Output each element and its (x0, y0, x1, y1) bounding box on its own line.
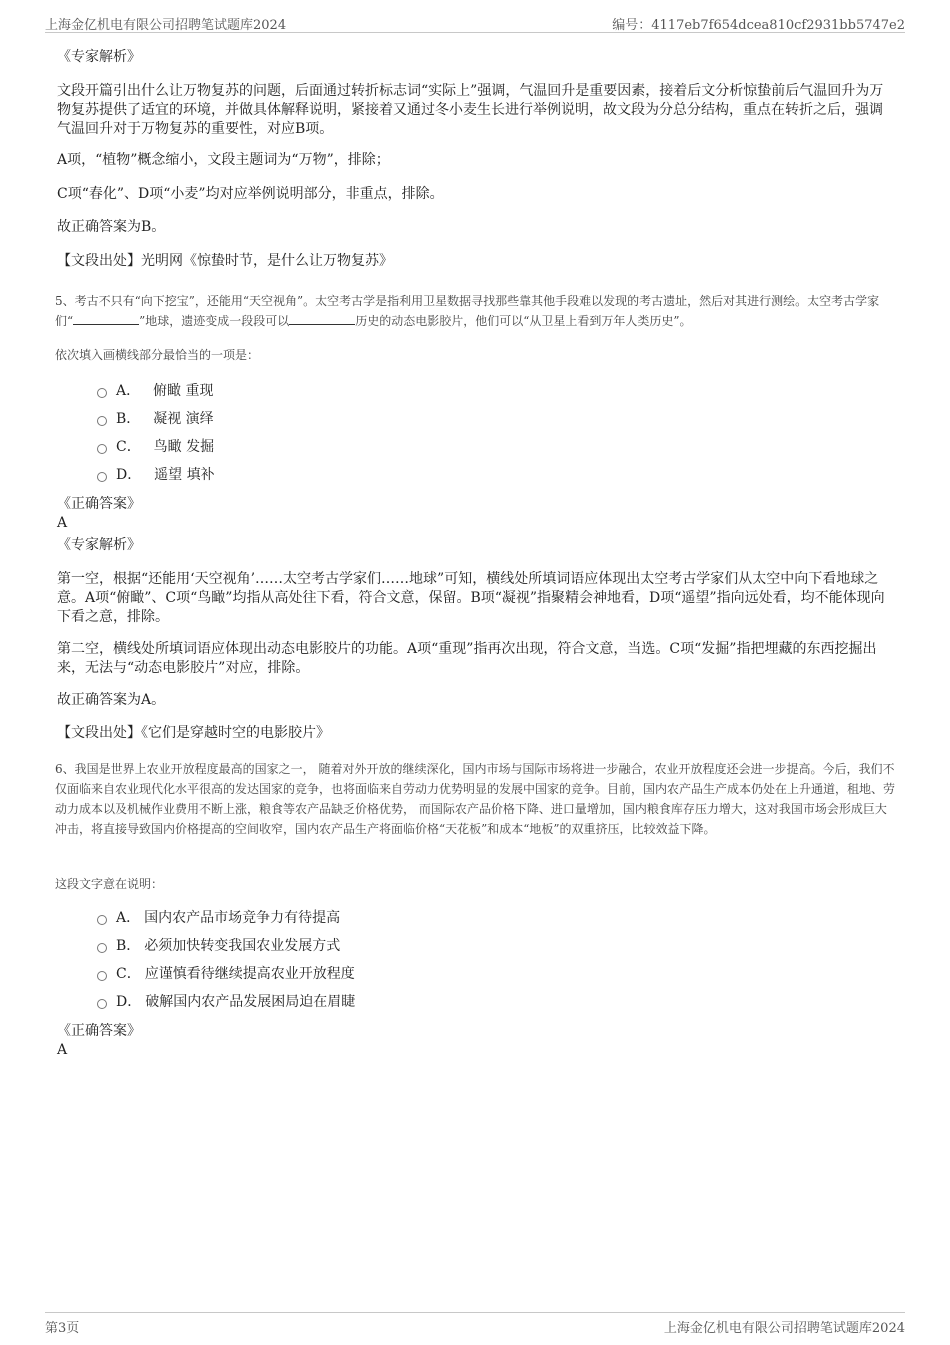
option-b[interactable]: B． 必须加快转变我国农业发展方式 (97, 936, 340, 956)
radio-icon[interactable] (97, 388, 107, 398)
answer-blank (289, 312, 355, 325)
passage-source: 【文段出处】《它们是穿越时空的电影胶片》 (57, 725, 330, 741)
header-title: 上海金亿机电有限公司招聘笔试题库2024 (45, 18, 287, 33)
correct-answer: A (57, 1042, 68, 1058)
radio-icon[interactable] (97, 915, 107, 925)
page-header (45, 10, 905, 33)
analysis-conclusion: 故正确答案为A。 (57, 692, 166, 708)
question-text: 6、我国是世界上农业开放程度最高的国家之一， 随着对外开放的继续深化，国内市场与国际市场将进一步融合，农业开放程度还会进一步提高。今后，我们不仅面临来自农业现代化水平很高的发达国家的竞争，也将面临来自劳动力优势明显的发展中国家的竞争。目前，国内农产品生产成本仍处在上升通道，租地、劳动力成本以及机械作业费用不断上涨，粮食等农产品缺乏价格优势， 而国际农产品价格下降、进口量增加，国内粮食库存压力增大，这对我国市场会形成巨大冲击，将直接导致国内价格提高的空间收窄，国内农产品生产将面临价格“天花板”和成本“地板”的双重挤压，比较效益下降。 (55, 762, 896, 836)
page-footer (45, 1312, 905, 1337)
option-a[interactable]: A． 国内农产品市场竞争力有待提高 (97, 908, 340, 928)
correct-answer-label: 《正确答案》 (57, 496, 141, 512)
radio-icon[interactable] (97, 971, 107, 981)
analysis-paragraph: 文段开篇引出什么让万物复苏的问题，后面通过转折标志词“实际上”强调，气温回升是重要因素，接着后文分析惊蛰前后气温回升为万物复苏提供了适宜的环境，并做具体解释说明，紧接着又通过冬小麦生长进行举例说明，故文段为分总分结构，重点在转折之后，强调气温回升对于万物复苏的重要性，对应B项。 (57, 83, 884, 137)
page-number: 第3页 (45, 1321, 80, 1336)
correct-answer-label: 《正确答案》 (57, 1023, 141, 1039)
passage-source: 【文段出处】光明网《惊蛰时节，是什么让万物复苏》 (57, 253, 393, 269)
question-text (55, 291, 897, 331)
answer-blank (73, 312, 139, 325)
document-id: 编号：4117eb7f654dcea810cf2931bb5747e2 (612, 18, 905, 33)
radio-icon[interactable] (97, 416, 107, 426)
question-prompt: 依次填入画横线部分最恰当的一项是： (55, 348, 260, 362)
footer-title: 上海金亿机电有限公司招聘笔试题库2024 (663, 1321, 905, 1336)
expert-analysis-label: 《专家解析》 (57, 537, 141, 553)
question-text-part: 历史的动态电影胶片，他们可以“从卫星上看到万年人类历史”。 (355, 314, 692, 328)
expert-analysis-label: 《专家解析》 (57, 49, 141, 65)
correct-answer: A (57, 515, 68, 531)
radio-icon[interactable] (97, 472, 107, 482)
analysis-paragraph: C项“春化”、D项“小麦”均对应举例说明部分，非重点，排除。 (57, 186, 444, 202)
question-text-part: ”地球，遗迹变成一段段可以 (139, 314, 290, 328)
option-c[interactable]: C． 鸟瞰 发掘 (97, 437, 214, 457)
analysis-paragraph: 第一空，根据“还能用‘天空视角’……太空考古学家们……地球”可知，横线处所填词语应体现出太空考古学家们从太空中向下看地球之意。A项“俯瞰”、C项“鸟瞰”均指从高处往下看，符合文意，保留。B项“凝视”指聚精会神地看，D项“遥望”指向远处看，均不能体现向下看之意，排除。 (57, 571, 885, 625)
option-d[interactable]: D． 破解国内农产品发展困局迫在眉睫 (97, 992, 355, 1012)
question-text-part: 5、考古不只有“向下挖宝”，还能用“天空视角”。太空考古学是指利用卫星数据寻找那些靠其他手段难以发现的考古遗址，然后对其进行测绘。太空考古学家们“ (55, 294, 880, 328)
analysis-paragraph: A项，“植物”概念缩小，文段主题词为“万物”，排除； (57, 152, 390, 168)
option-a[interactable]: A． 俯瞰 重现 (97, 381, 213, 401)
option-c[interactable]: C． 应谨慎看待继续提高农业开放程度 (97, 964, 355, 984)
option-b[interactable]: B． 凝视 演绎 (97, 409, 214, 429)
analysis-conclusion: 故正确答案为B。 (57, 219, 166, 235)
radio-icon[interactable] (97, 999, 107, 1009)
question-prompt: 这段文字意在说明： (55, 877, 164, 891)
analysis-paragraph: 第二空，横线处所填词语应体现出动态电影胶片的功能。A项“重现”指再次出现，符合文意，当选。C项“发掘”指把埋藏的东西挖掘出来，无法与“动态电影胶片”对应，排除。 (57, 641, 877, 676)
radio-icon[interactable] (97, 444, 107, 454)
option-d[interactable]: D． 遥望 填补 (97, 465, 215, 485)
radio-icon[interactable] (97, 943, 107, 953)
